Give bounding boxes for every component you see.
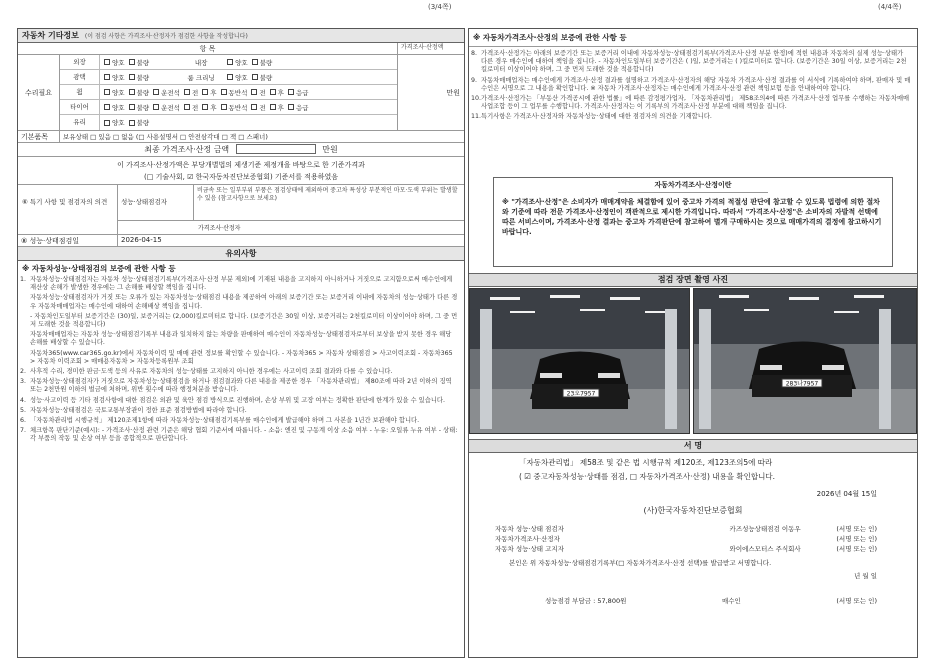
repair-checkbox[interactable] bbox=[252, 59, 258, 65]
vehicle-other-info-header: 자동차 기타정보 (이 점검 사항은 가격조사·산정자가 점검한 사항을 작성합니다) bbox=[18, 29, 464, 43]
paragraph-text: 특기사항은 가격조사·산정자와 자동차성능·상태에 대한 점검자의 의견을 기재합니다. bbox=[481, 113, 712, 121]
paragraph-text: 체크항목 판단기준(예시): - 가격조사·산정 관련 기준은 해당 협회 기준서에 따릅니다. - 소음: 엔진 및 구동계 이상 소음 여부 - 누유: 오일류 누유 여부 - 상태: 각 부품의 작동 및 손상 여부 등을 종합적으로 판단합니다. bbox=[30, 427, 458, 443]
inspection-date-row bbox=[18, 235, 464, 247]
guide-paragraph bbox=[469, 50, 917, 75]
guide-paragraph bbox=[18, 294, 464, 310]
repair-checkbox[interactable] bbox=[221, 104, 227, 110]
paragraph-text: 성능·사고이력 등 기타 점검사항에 대한 점검은 외관 및 육안 점검 방식으로 진행하며, 손상 부위 및 고장 여부는 정확한 판단에 한계가 있을 수 있습니다. bbox=[30, 396, 446, 404]
repair-option-label: 양호 bbox=[112, 103, 125, 112]
basic-items-checklist: 보유상태 □ 있음 □ 없음 (□ 사용설명서 □ 안전삼각대 □ 잭 □ 스패너) bbox=[63, 133, 268, 141]
guide-paragraph bbox=[18, 378, 464, 394]
garage-car-right-image bbox=[694, 289, 917, 434]
inspection-photo-front-right bbox=[693, 288, 917, 434]
item-header: 항 목 bbox=[18, 43, 398, 54]
repair-row bbox=[60, 100, 397, 115]
repair-label: 수리필요 bbox=[18, 55, 60, 130]
cert-orgs: (□ 기술사회, ☑ 한국자동차진단보증협회) 기준서를 적용하였음 bbox=[144, 173, 338, 181]
paragraph-text: 자동차성능·상태점검은 국토교통부장관이 정한 표준 점검방법에 따라야 합니다. bbox=[30, 406, 247, 414]
final-amount-unit: 만원 bbox=[322, 145, 338, 154]
right-guide-paragraphs bbox=[469, 47, 917, 122]
repair-item-name: 유리 bbox=[60, 115, 100, 130]
repair-checkbox[interactable] bbox=[288, 104, 294, 110]
repair-option-label: 운전석 bbox=[161, 103, 180, 112]
paragraph-number: 6. bbox=[20, 417, 27, 425]
repair-row bbox=[60, 70, 397, 85]
paragraph-text: 자동차성능·상태점검자가 거짓 또는 오류가 있는 자동차성능·상태점검 내용을 제공하여 아래의 보증기간 또는 보증거리 이내에 자동차의 성능·상태가 다른 경우 자동차매매업자는 매수인에 대하여 손해배상 책임을 집니다. bbox=[30, 294, 458, 310]
paragraph-text: 자동차매매업자는 자동차 성능·상태점검기록부 내용과 일치하지 않는 차량을 판매하여 매수인이 자동차성능·상태점검자로부터 보상을 받지 못한 경우 해당 손해를 배상할 수 있습니다. bbox=[30, 331, 452, 347]
repair-checkbox[interactable] bbox=[202, 89, 208, 95]
repair-option-label: 전 bbox=[191, 88, 199, 97]
special-notes-label: ⑥ 특기 사항 및 점검자의 의견 bbox=[18, 185, 118, 234]
sign-date: 2026년 04월 15일 bbox=[816, 490, 877, 498]
sign-section bbox=[469, 455, 917, 605]
buyer-sign: (서명 또는 인) bbox=[836, 597, 877, 605]
final-amount-label: 최종 가격조사·산정 금액 bbox=[144, 145, 230, 154]
repair-checkbox[interactable] bbox=[251, 89, 257, 95]
cert-statement bbox=[18, 157, 464, 185]
guide-paragraph bbox=[18, 397, 464, 405]
repair-checkbox[interactable] bbox=[184, 89, 190, 95]
price-inspector-label: 가격조사·산정자 bbox=[198, 225, 241, 232]
repair-option-label: 동반석 bbox=[228, 88, 248, 97]
paragraph-number: 8. bbox=[471, 50, 478, 57]
repair-checkbox[interactable] bbox=[129, 120, 135, 126]
signer-role: 자동차 성능·상태 고지자 bbox=[495, 545, 564, 553]
left-guide-paragraphs bbox=[18, 276, 464, 444]
paragraph-number: 11. bbox=[471, 113, 482, 121]
buyer-label: 매수인 bbox=[721, 597, 741, 605]
page-number-left: (3/4쪽) bbox=[428, 3, 452, 11]
signer-list bbox=[469, 522, 917, 552]
repair-row bbox=[60, 55, 397, 70]
repair-checkbox[interactable] bbox=[104, 120, 110, 126]
repair-option-label: 양호 bbox=[112, 58, 125, 67]
signer-row bbox=[469, 532, 917, 542]
repair-option-label: 후 bbox=[210, 88, 217, 97]
sign-title: 서 명 bbox=[469, 439, 917, 453]
repair-item-name: 외장 bbox=[60, 55, 100, 69]
repair-checkbox[interactable] bbox=[184, 104, 190, 110]
repair-option-label: 운전석 bbox=[161, 88, 180, 97]
repair-option-label: 응급 bbox=[295, 103, 309, 112]
repair-rows bbox=[60, 55, 398, 130]
price-unit: 만원 bbox=[446, 88, 460, 97]
receipt-text: 본인은 위 자동차성능·상태점검기록부(□ 자동차가격조사·산정 선택)를 발급받고 서명합니다. bbox=[509, 559, 772, 567]
repair-checkbox[interactable] bbox=[252, 74, 258, 80]
inspector-opinion: 비금속 또는 일부부위 부품은 점검상태에 제외하며 중고차 특성상 부분적인 마모·도색 부위는 발생할 수 있음 (참고사항으로 보세요) bbox=[197, 187, 458, 202]
paragraph-number: 4. bbox=[20, 396, 27, 404]
repair-checkbox[interactable] bbox=[251, 104, 257, 110]
signer-role: 자동차가격조사·산정자 bbox=[495, 535, 560, 543]
garage-car-left-image bbox=[470, 289, 690, 434]
basic-items-row bbox=[18, 131, 464, 143]
signer-name: 와이에스모터스 주식회사 bbox=[729, 545, 801, 553]
repair-checkbox[interactable] bbox=[227, 59, 233, 65]
right-column bbox=[468, 28, 918, 658]
page-number-right: (4/4쪽) bbox=[878, 3, 902, 11]
repair-option-label: 불량 bbox=[136, 119, 150, 127]
repair-checkbox[interactable] bbox=[153, 104, 159, 110]
repair-option-label: 양호 bbox=[112, 119, 125, 127]
guide-paragraph bbox=[18, 427, 464, 443]
plate-right: 283나7957 bbox=[785, 380, 819, 388]
fee-label: 성능점검 부담금 : 57,800원 bbox=[545, 597, 627, 605]
special-notes-section bbox=[18, 185, 464, 235]
repair-checkbox[interactable] bbox=[104, 104, 110, 110]
paragraph-text: 자동차매매업자는 매수인에게 가격조사·산정 결과를 설명하고 가격조사·산정자의 해당 자동차 가격조사·산정 결과를 이 서식에 기록하여야 하며, 판매자 및 매수인은 서명으로 그 내용을 확인합니다. ※ 자동차 가격조사·산정자는 매수인에게 가격조사·산정 관련 책임보험 등을 안내하여야 합니다. bbox=[481, 76, 911, 92]
inspection-photo-front-left bbox=[469, 288, 690, 434]
law-text: 「자동차관리법」 제58조 및 같은 법 시행규칙 제120조, 제123조의5에 따라 bbox=[519, 458, 773, 467]
paragraph-number: 7. bbox=[20, 427, 27, 435]
fee-row bbox=[469, 582, 917, 605]
final-amount-input[interactable] bbox=[236, 144, 316, 154]
guide-paragraph bbox=[469, 113, 917, 121]
cert-text: 이 가격조사·산정가액은 부당개별법의 제생기준 제정개을 바탕으로 한 기준가격과 bbox=[117, 161, 365, 169]
guide-paragraph bbox=[18, 417, 464, 425]
paragraph-number: 3. bbox=[20, 378, 27, 386]
price-box-text: ※ "가격조사·산정"은 소비자가 매매계약을 체결함에 있어 중고차 가격의 적절성 판단에 참고할 수 있도록 법령에 의한 절차와 기준에 따라 전문 가격조사·산정인이 객관적으로 제시한 가격입니다. 따라서 "가격조사·산정"은 소비자의 자발적 선택에 따른 서비스이며, 가격조사·산정 결과는 중고차 가격판단에 참고하여 별개 구매하시는 것으로 매매가격의 결정에 참고하시기 바랍니다. bbox=[502, 198, 882, 236]
paragraph-text: 가격조사·산정가는 「부동산 가격공시에 관한 법률」에 따른 감정평가업자, 「자동차관리법」 제58조의4에 따른 가격조사·산정 업무를 수행하는 자동차매매사업조합 등이 그 업무를 수행합니다. 가격조사·산정자는 이 기록부의 가격조사·산정 부분에 대해 책임을 집니다. bbox=[481, 95, 910, 111]
repair-checkbox[interactable] bbox=[129, 74, 135, 80]
price-header: 가격조사·산정액 bbox=[401, 44, 444, 51]
plate-left: 23오7957 bbox=[566, 390, 596, 398]
guide-paragraph bbox=[18, 407, 464, 415]
repair-option-label: 불량 bbox=[136, 103, 150, 112]
repair-option-label: 전 bbox=[259, 103, 266, 112]
paragraph-text: 사후적 수리, 경미한 판금·도색 등의 사유로 자동차의 성능·상태를 고지하지 아니한 경우에는 사고이력 조회 결과와 다를 수 있습니다. bbox=[30, 368, 393, 376]
guide-paragraph bbox=[18, 276, 464, 292]
guide-paragraph bbox=[18, 350, 464, 366]
paragraph-text: 자동차365(www.car365.go.kr)에서 자동차이력 및 매매 관련 정보를 확인할 수 있습니다. - 자동차365 > 자동차 상태점검 > 사고이력조회 - 자동차365 > 자동차 이력조회 > 매매용자동차 > 자동차등록원부 조회 bbox=[30, 349, 453, 365]
repair-option-label: 불량 bbox=[259, 73, 273, 82]
price-explanation-box bbox=[493, 177, 893, 267]
law-text-2: ( ☑ 중고자동차성능·상태를 점검, □ 자동차가격조사·산정) 내용을 확인합니다. bbox=[519, 472, 775, 481]
guide-paragraph bbox=[469, 77, 917, 93]
repair-option-label: 응급 bbox=[295, 88, 309, 97]
repair-item-name-2: 룸 크리닝 bbox=[187, 73, 215, 82]
repair-item-name: 광택 bbox=[60, 70, 100, 84]
repair-checkbox[interactable] bbox=[129, 104, 135, 110]
repair-option-label: 후 bbox=[277, 88, 284, 97]
repair-option-label: 불량 bbox=[136, 88, 150, 97]
repair-item-name: 휠 bbox=[60, 85, 100, 99]
repair-item-name: 타이어 bbox=[60, 100, 100, 114]
guide-paragraph bbox=[469, 95, 917, 111]
guide-paragraph bbox=[18, 331, 464, 347]
repair-option-label: 전 bbox=[259, 88, 266, 97]
repair-checkbox[interactable] bbox=[288, 89, 294, 95]
repair-checkbox[interactable] bbox=[104, 89, 110, 95]
guide-title: ※ 자동차성능·상태점검의 보증에 관한 사항 등 bbox=[22, 264, 176, 273]
repair-checkbox[interactable] bbox=[270, 104, 276, 110]
paragraph-text: 가격조사·산정가는 아래의 보증기간 또는 보증거리 이내에 자동차성능·상태점검기록부(가격조사·산정 부분 한정)에 적힌 내용과 자동차의 실제 성능·상태가 다른 경우 매수인에 대하여 책임을 집니다. - 자동차인도일부터 보증기간은 ( )일, 보증거리는 ( )킬로미터로 합니다. (보증기간은 30일 이상, 보증거리는 2천킬로미터 이상이어야 하며, 그 중 먼저 도래한 것을 적용합니다) bbox=[481, 50, 907, 74]
final-amount-row bbox=[18, 143, 464, 157]
signer-row bbox=[469, 542, 917, 552]
item-header-row bbox=[18, 43, 464, 55]
repair-option-label: 후 bbox=[210, 103, 217, 112]
repair-checkbox[interactable] bbox=[202, 104, 208, 110]
signer-row bbox=[469, 522, 917, 532]
repair-item-name-2: 내장 bbox=[194, 58, 208, 67]
repair-option-label: 양호 bbox=[112, 88, 125, 97]
repair-option-label: 불량 bbox=[136, 58, 150, 67]
repair-option-label: 후 bbox=[277, 103, 284, 112]
paragraph-number: 2. bbox=[20, 368, 27, 376]
org-name: (사)한국자동차진단보증협회 bbox=[643, 506, 743, 515]
repair-checkbox[interactable] bbox=[153, 89, 159, 95]
repair-checkbox[interactable] bbox=[221, 89, 227, 95]
inspector-label: 성능·상태점검자 bbox=[118, 185, 194, 220]
repair-checkbox[interactable] bbox=[129, 89, 135, 95]
notice-title: 유의사항 bbox=[18, 247, 464, 261]
paragraph-number: 5. bbox=[20, 406, 27, 414]
repair-option-label: 동반석 bbox=[228, 103, 248, 112]
signer-name: 카즈성능상태점검 이동우 bbox=[729, 525, 801, 533]
guide-paragraph bbox=[18, 368, 464, 376]
paragraph-number: 9. bbox=[471, 76, 478, 84]
repair-checkbox[interactable] bbox=[104, 74, 110, 80]
repair-section bbox=[18, 55, 464, 131]
signer-sign: (서명 또는 인) bbox=[836, 525, 877, 533]
basic-items-label: 기본품목 bbox=[18, 131, 60, 142]
paragraph-text: - 자동차인도일부터 보증기간은 (30)일, 보증거리는 (2,000)킬로미터로 합니다. (보증기간은 30일 이상, 보증거리는 2천킬로미터 이상이어야 하며, 그 중 먼저 도래한 것을 적용합니다) bbox=[30, 312, 458, 329]
repair-option-label: 양호 bbox=[112, 73, 125, 82]
repair-option-label: 양호 bbox=[235, 73, 248, 82]
receipt-date: 년 월 일 bbox=[854, 572, 877, 580]
right-guide-title: ※ 자동차가격조사·산정의 보증에 관한 사항 등 bbox=[469, 29, 917, 47]
paragraph-text: 자동차성능·상태점검자가 거짓으로 자동차성능·상태점검을 하거나 점검결과와 다른 내용을 제공한 경우 「자동차관리법」 제80조에 따라 2년 이하의 징역 또는 2천만원 이하의 벌금에 처하며, 위반 횟수에 따라 행정처분을 받습니다. bbox=[30, 378, 452, 394]
repair-option-label: 불량 bbox=[259, 58, 273, 67]
signer-role: 자동차 성능·상태 점검자 bbox=[495, 525, 564, 533]
price-box-title: 자동차가격조사·산정이란 bbox=[618, 178, 768, 193]
repair-row bbox=[60, 85, 397, 100]
paragraph-text: 자동차성능·상태점검자는 자동차 성능·상태점검기록부(가격조사·산정 부분 제외)에 기재된 내용을 고지하지 아니하거나 거짓으로 고지함으로써 매수인에게 재산상 손해가 발생한 경우에는 그 손해를 배상할 책임을 집니다. bbox=[30, 276, 453, 292]
guide-paragraph bbox=[18, 313, 464, 329]
left-column bbox=[17, 28, 465, 658]
inspection-date-label: ⑧ 성능·상태점검일 bbox=[18, 235, 118, 246]
inspection-date-value: 2026-04-15 bbox=[121, 236, 162, 244]
photo-title: 점검 장면 촬영 사진 bbox=[469, 273, 917, 287]
repair-checkbox[interactable] bbox=[270, 89, 276, 95]
repair-row bbox=[60, 115, 397, 130]
signer-sign: (서명 또는 인) bbox=[836, 545, 877, 553]
paragraph-text: 「자동차관리법 시행규칙」 제120조제1항에 따라 자동차성능·상태점검기록부를 매수인에게 발급해야 하며 그 사본을 1년간 보관해야 합니다. bbox=[30, 417, 420, 425]
repair-option-label: 불량 bbox=[136, 73, 150, 82]
repair-checkbox[interactable] bbox=[104, 59, 110, 65]
repair-checkbox[interactable] bbox=[227, 74, 233, 80]
signer-name bbox=[651, 534, 801, 540]
repair-option-label: 양호 bbox=[235, 58, 248, 67]
repair-option-label: 전 bbox=[191, 103, 199, 112]
signer-sign: (서명 또는 인) bbox=[836, 535, 877, 543]
paragraph-number: 1. bbox=[20, 276, 27, 283]
repair-checkbox[interactable] bbox=[129, 59, 135, 65]
paragraph-number: 10. bbox=[471, 95, 482, 103]
